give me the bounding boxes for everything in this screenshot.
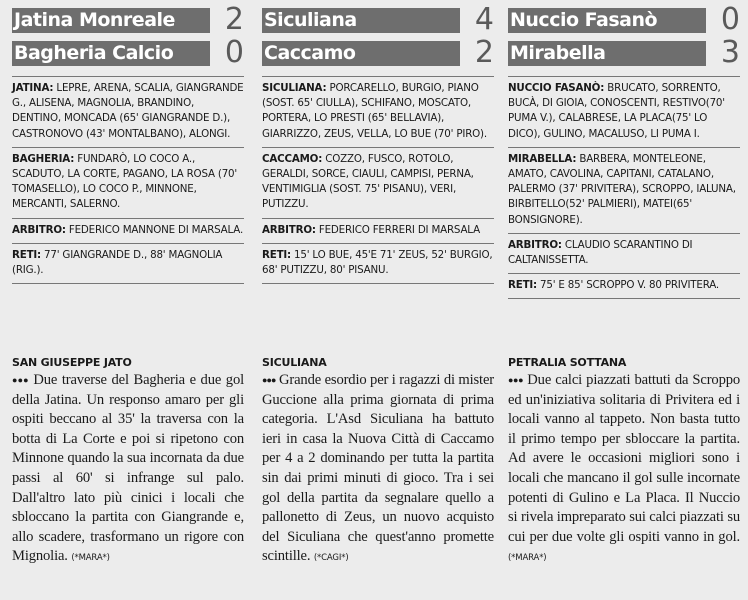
lineup-text: BARBERA, MONTELEONE, AMATO, CAVOLINA, CAPITANI, CATALANO, PALERMO (37' PRIVITERA), SCROPPO, IALUNA, BIRBITELLO(52' PALMIERI), MATEI(65' BONSIGNORE). [508, 152, 736, 226]
away-team-row [12, 35, 244, 70]
home-team-name: Jatina Monreale [12, 8, 210, 33]
bullet-icon: ●●● [262, 375, 276, 385]
lineup-key: SICULIANA: [262, 82, 327, 94]
author-signature: (*MARA*) [71, 553, 110, 564]
match-report-3 [508, 356, 740, 569]
lineup-text: LEPRE, ARENA, SCALIA, GIANGRANDE G., ALISENA, MAGNOLIA, BRANDINO, DENTINO, MONCADA (65' GIANGRANDE D.), CASTRONOVO (43' MONTALBANO), ALONGI. [12, 82, 244, 140]
lineup-key: ARBITRO: [508, 238, 562, 251]
away-score: 2 [474, 35, 494, 70]
lineup-text: FEDERICO MANNONE DI MARSALA. [65, 223, 244, 236]
home-team-name: Nuccio Fasanò [508, 8, 706, 33]
referee [12, 219, 244, 244]
match-column-1 [12, 2, 244, 284]
lineups [262, 76, 494, 284]
lineup-text: FUNDARÒ, LO COCO A., SCADUTO, LA CORTE, PAGANO, LA ROSA (70' TOMASELLO), LO COCO P., MINNONE, MERCANTI, SALERNO. [12, 152, 238, 211]
lineup-key: BAGHERIA: [12, 152, 75, 165]
lineup-key: JATINA: [12, 82, 54, 94]
lineup-away [508, 148, 740, 234]
lineup-key: RETI: [508, 279, 537, 292]
dateline: PETRALIA SOTTANA [508, 356, 627, 369]
lineup-key: ARBITRO: [262, 223, 316, 236]
home-score: 4 [474, 2, 494, 37]
away-team-name: Mirabella [508, 41, 706, 66]
away-team-name: Bagheria Calcio [12, 41, 210, 66]
home-team-name: Siculiana [262, 8, 460, 33]
match-report-1 [12, 356, 244, 569]
report-body [508, 371, 740, 569]
lineup-key: RETI: [262, 248, 291, 261]
lineup-home [12, 76, 244, 148]
report-body [262, 371, 494, 569]
lineup-text: COZZO, FUSCO, ROTOLO, GERALDI, SORCE, CIAULI, CAMPISI, PERNA, VENTIMIGLIA (SOST. 75' PISANU), VERI, PUTIZZU. [262, 152, 474, 211]
author-signature: (*CAGI*) [313, 553, 349, 564]
goals [508, 274, 740, 299]
match-column-3 [508, 2, 740, 299]
report-text: Grande esordio per i ragazzi di mister Guccione alla prima giornata di prima categoria. L'Asd Siculiana ha battuto ieri in casa la Nuova Città di Caccamo per 4 a 2 dominando per tutta la partita sin dai primi minuti di gioco. Tra i sei gol della partita da segnalare quello a pallonetto di Zeus, un nuovo acquisto del Siculiana che quest'anno promette scintille. [262, 372, 495, 565]
match-report-2 [262, 356, 494, 569]
lineup-away [12, 148, 244, 219]
match-column-2 [262, 2, 494, 284]
lineup-key: NUCCIO FASANÒ: [508, 82, 605, 94]
home-score: 0 [720, 2, 740, 37]
lineup-home [262, 76, 494, 148]
lineup-key: MIRABELLA: [508, 152, 577, 165]
away-team-row [262, 35, 494, 70]
lineup-text: CLAUDIO SCARANTINO DI CALTANISSETTA. [508, 238, 693, 267]
report-body [12, 371, 244, 569]
home-score: 2 [224, 2, 244, 37]
home-team-row [262, 2, 494, 37]
referee [508, 234, 740, 274]
goals [12, 244, 244, 284]
dateline: SICULIANA [262, 356, 327, 369]
lineup-text: 77' GIANGRANDE D., 88' MAGNOLIA (RIG.). [12, 248, 223, 277]
lineup-home [508, 76, 740, 148]
lineup-text: 75' E 85' SCROPPO V. 80 PRIVITERA. [536, 279, 719, 292]
home-team-row [508, 2, 740, 37]
lineup-key: RETI: [12, 248, 41, 261]
away-score: 0 [224, 35, 244, 70]
lineups [12, 76, 244, 284]
away-score: 3 [720, 35, 740, 70]
lineup-away [262, 148, 494, 219]
lineups [508, 76, 740, 299]
goals [262, 244, 494, 284]
lineup-key: CACCAMO: [262, 152, 323, 165]
lineup-text: FEDERICO FERRERI DI MARSALA [315, 223, 480, 236]
away-team-name: Caccamo [262, 41, 460, 66]
bullet-icon: ●●● [12, 375, 29, 385]
report-text: Due calci piazzati battuti da Scroppo ed un'iniziativa solitaria di Privitera ed i locali vanno al tappeto. Non basta tutto il primo tempo per sbloccare la partita. Ad avere le occasioni migliori sono i locali che mancano il gol sulle incornate potenti di Gulino e La Placa. Il Nuccio si rivela impreparato sui calci piazzati su cui per due volte gli ospiti vanno in gol. [508, 372, 741, 545]
lineup-key: ARBITRO: [12, 223, 66, 236]
lineup-text: BRUCATO, SORRENTO, BUCÀ, DI GIOIA, CONOSCENTI, RESTIVO(70' PUMA V.), CALABRESE, LA PLACA(75' LO DICO), GULINO, MACALUSO, LI PUMA I. [508, 82, 725, 140]
bullet-icon: ●●● [508, 375, 524, 385]
referee [262, 219, 494, 244]
away-team-row [508, 35, 740, 70]
lineup-text: PORCARELLO, BURGIO, PIANO (SOST. 65' CIULLA), SCHIFANO, MOSCATO, PORTERA, LO PRESTI (65' BELLAVIA), GIARRIZZO, ZEUS, VELLA, LO BUE (70' PIRO). [262, 82, 487, 140]
home-team-row [12, 2, 244, 37]
dateline: SAN GIUSEPPE JATO [12, 356, 132, 369]
author-signature: (*MARA*) [508, 553, 547, 564]
report-text: Due traverse del Bagheria e due gol della Jatina. Un responso amaro per gli ospiti beccano al 35' la traversa con la botta di La Corte e poi si ripetono con Minnone quando la sua incornata da due passi al 60' si infrange sul palo. Dall'altro lato più cinici i locali che sbloccano la partita con Giangrande e, allo scadere, trasformano un rigore con Mignolia. [12, 372, 245, 565]
lineup-text: 15' LO BUE, 45'E 71' ZEUS, 52' BURGIO, 68' PUTIZZU, 80' PISANU. [262, 248, 493, 277]
